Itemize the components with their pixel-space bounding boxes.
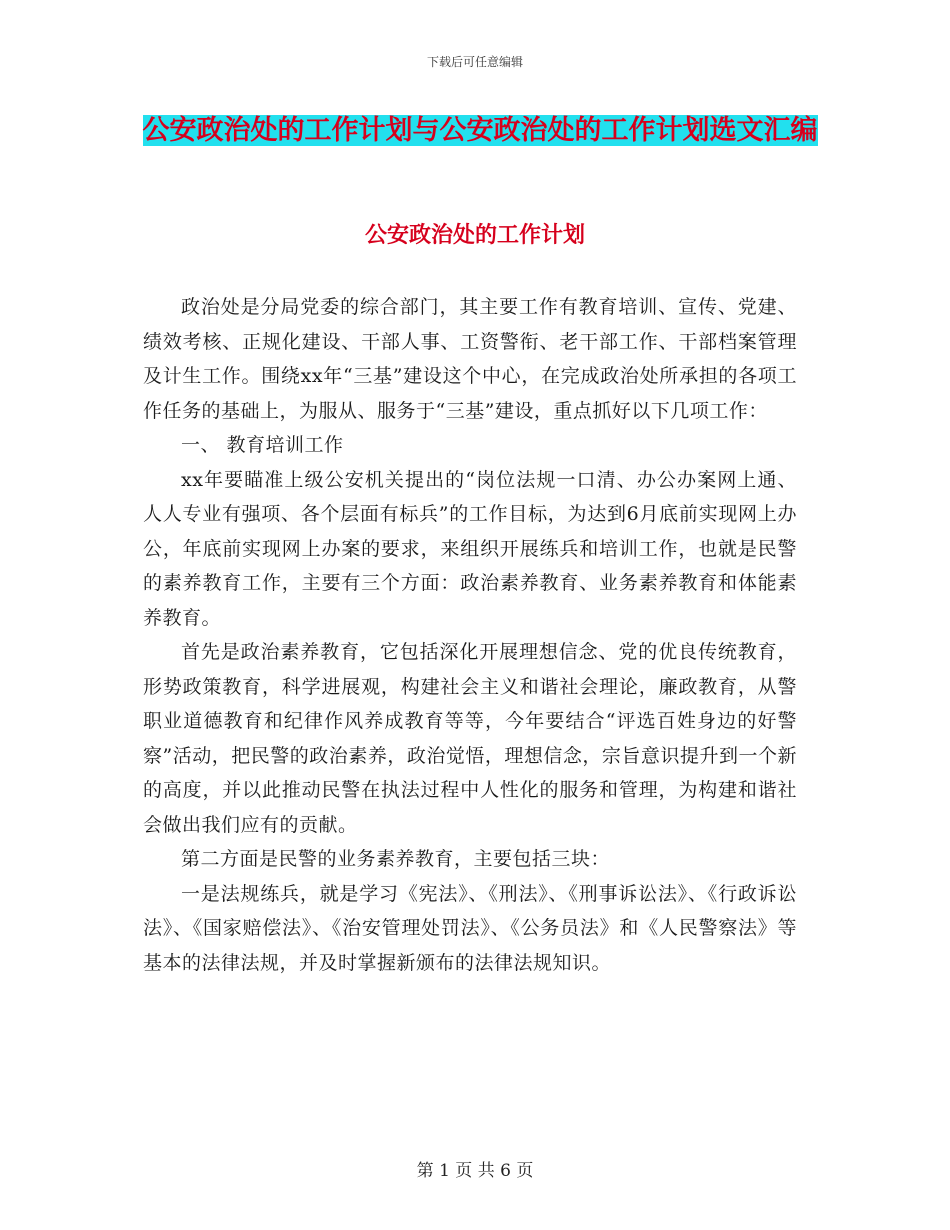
paragraph: 首先是政治素养教育，它包括深化开展理想信念、党的优良传统教育，形势政策教育，科学进展观，构建社会主义和谐社会理论，廉政教育，从警职业道德教育和纪律作风养成教育等等，今年要结合“评选百姓身边的好警察”活动，把民警的政治素养，政治觉悟，理想信念，宗旨意识提升到一个新的高度，并以此推动民警在执法过程中人性化的服务和管理，为构建和谐社会做出我们应有的贡献。 (143, 641, 797, 836)
document-title-text: 公安政治处的工作计划与公安政治处的工作计划选文汇编 (142, 115, 818, 146)
paragraph: 政治处是分局党委的综合部门，其主要工作有教育培训、宣传、党建、绩效考核、正规化建设、干部人事、工资警衔、老干部工作、干部档案管理及计生工作。围绕xx年“三基”建设这个中心，在完成政治处所承担的各项工作任务的基础上，为服从、服务于“三基”建设，重点抓好以下几项工作： (143, 296, 797, 422)
header-note: 下载后可任意编辑 (426, 55, 523, 69)
paragraph-heading: 一、 教育培训工作 (181, 434, 344, 456)
document-title (140, 108, 820, 154)
paragraph: xx年要瞄准上级公安机关提出的“岗位法规一口清、办公办案网上通、人人专业有强项、各个层面有标兵”的工作目标，为达到6月底前实现网上办公，年底前实现网上办案的要求，来组织开展练兵和培训工作，也就是民警的素养教育工作，主要有三个方面：政治素养教育、业务素养教育和体能素养教育。 (143, 468, 797, 629)
page-number: 第 1 页 共 6 页 (416, 1161, 534, 1181)
paragraph: 第二方面是民警的业务素养教育，主要包括三块： (181, 848, 611, 870)
document-body (143, 290, 797, 980)
paragraph: 一是法规练兵，就是学习《宪法》、《刑法》、《刑事诉讼法》、《行政诉讼法》、《国家赔偿法》、《治安管理处罚法》、《公务员法》和《人民警察法》等基本的法律法规，并及时掌握新颁布的法律法规知识。 (143, 882, 797, 974)
section-title: 公安政治处的工作计划 (364, 222, 585, 248)
